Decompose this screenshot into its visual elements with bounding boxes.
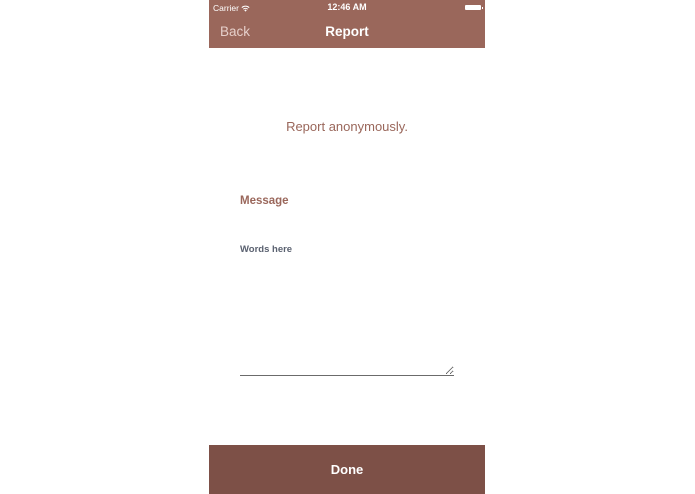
battery-icon: [465, 5, 481, 10]
back-button[interactable]: Back: [220, 24, 251, 39]
carrier-label: Carrier: [213, 3, 239, 13]
status-bar: [209, 0, 485, 16]
report-heading: Report anonymously.: [286, 119, 408, 134]
page-title: Report: [325, 24, 369, 39]
message-input[interactable]: [240, 244, 454, 376]
message-label: Message: [240, 195, 289, 207]
done-button[interactable]: [209, 445, 485, 494]
phone-screen: [209, 0, 485, 494]
navigation-bar: [209, 0, 485, 48]
done-button-label: Done: [330, 462, 364, 477]
status-time: 12:46 AM: [327, 2, 367, 12]
